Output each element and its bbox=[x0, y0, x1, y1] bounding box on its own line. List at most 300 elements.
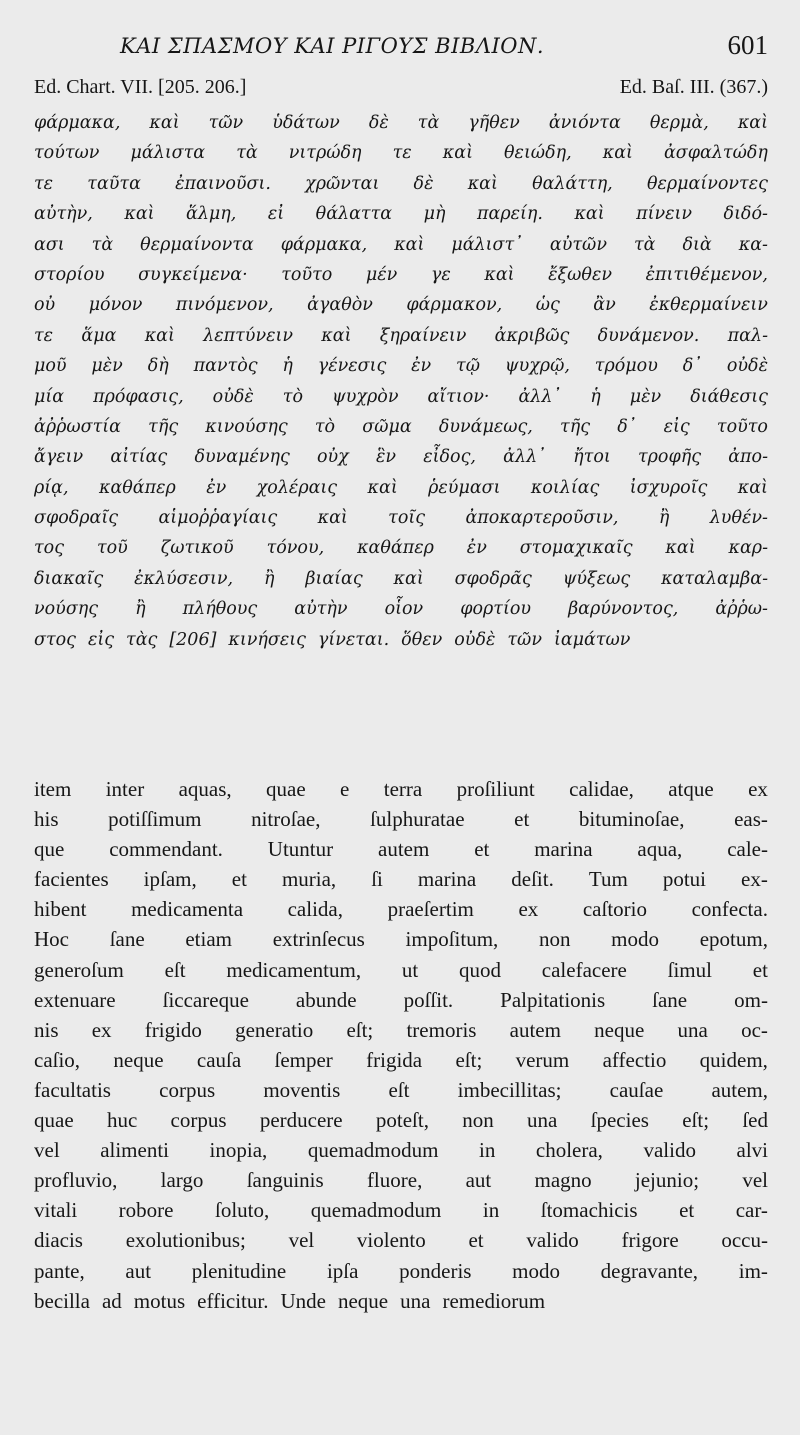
word: frigido bbox=[144, 1017, 202, 1042]
word: δὲ bbox=[413, 173, 434, 194]
word: diacis bbox=[34, 1228, 83, 1253]
word: Tum bbox=[588, 867, 628, 892]
word: profluvio, bbox=[34, 1168, 118, 1193]
word: eſt; bbox=[682, 1108, 710, 1133]
word: τοῖς bbox=[388, 508, 426, 529]
word: autem bbox=[509, 1017, 561, 1042]
word: ipſa bbox=[326, 1258, 359, 1283]
word: δ᾽ bbox=[682, 356, 703, 377]
word: βαρύνοντος, bbox=[568, 599, 679, 620]
word: inopia, bbox=[209, 1138, 268, 1163]
word: caſio, bbox=[34, 1047, 81, 1072]
word: impoſitum, bbox=[405, 927, 499, 952]
word: καὶ bbox=[737, 113, 768, 133]
word: corpus bbox=[170, 1108, 227, 1133]
word: καὶ bbox=[484, 264, 515, 285]
word: vel bbox=[34, 1138, 60, 1163]
latin-line bbox=[34, 985, 768, 1015]
word: neque bbox=[594, 1017, 645, 1042]
word: ὑδάτων bbox=[272, 113, 340, 133]
word: μάλιστ᾽ bbox=[451, 234, 523, 255]
word: δυνάμεως, bbox=[438, 416, 533, 437]
word: οὐδὲ bbox=[726, 356, 768, 377]
word: ὡς bbox=[535, 295, 560, 316]
latin-line bbox=[34, 804, 768, 834]
word: τὰ bbox=[236, 143, 258, 164]
word: quidem, bbox=[699, 1047, 768, 1072]
word: διακαῖς bbox=[34, 568, 104, 589]
word: autem bbox=[378, 837, 430, 862]
word: ex bbox=[91, 1017, 112, 1042]
word: ἀπο- bbox=[728, 447, 768, 468]
word: una bbox=[527, 1108, 558, 1133]
word: σφοδρᾶς bbox=[454, 568, 532, 589]
word: γένεσις bbox=[317, 356, 387, 377]
word: οὐχ bbox=[317, 447, 349, 468]
word: perducere bbox=[259, 1108, 343, 1133]
latin-line bbox=[34, 864, 768, 894]
word: τῷ bbox=[456, 356, 480, 377]
word: ſane bbox=[109, 927, 145, 952]
greek-text-block bbox=[34, 108, 768, 655]
word: e bbox=[340, 777, 350, 801]
word: ἀγαθὸν bbox=[307, 295, 373, 316]
greek-line bbox=[34, 321, 768, 351]
word: et bbox=[752, 957, 768, 982]
word: στορίου bbox=[34, 264, 105, 285]
word: τῶν bbox=[208, 113, 244, 133]
word: quae bbox=[266, 777, 306, 801]
word: epotum, bbox=[699, 927, 768, 952]
word: Utuntur bbox=[267, 837, 334, 862]
word: θερμαίνοντες bbox=[646, 173, 768, 194]
word: his bbox=[34, 807, 59, 832]
edition-references bbox=[34, 76, 768, 104]
word: γῆθεν bbox=[468, 113, 520, 133]
word: τόνου, bbox=[266, 538, 325, 559]
greek-line bbox=[34, 290, 768, 320]
greek-line bbox=[34, 138, 768, 168]
word: γε bbox=[430, 264, 451, 285]
word: confecta. bbox=[691, 897, 768, 922]
word: pante, bbox=[34, 1258, 85, 1283]
word: bituminoſae, bbox=[578, 807, 685, 832]
latin-line bbox=[34, 1015, 768, 1045]
word: Hoc bbox=[34, 927, 69, 952]
word: βιαίας bbox=[305, 568, 363, 589]
word: modo bbox=[611, 927, 660, 952]
word: οὐ bbox=[34, 295, 56, 316]
word: ſpecies bbox=[590, 1108, 649, 1133]
word: ψύξεως bbox=[562, 568, 631, 589]
word: ἡ bbox=[282, 356, 293, 377]
latin-line bbox=[34, 1075, 768, 1105]
word: in bbox=[482, 1198, 500, 1223]
latin-line bbox=[34, 1256, 768, 1286]
greek-line bbox=[34, 503, 768, 533]
word: eas- bbox=[734, 807, 768, 832]
greek-line bbox=[34, 533, 768, 563]
word: μοῦ bbox=[34, 356, 67, 377]
word: plenitudine bbox=[191, 1258, 287, 1283]
word: νούσης bbox=[34, 599, 99, 620]
word: αἰτίας bbox=[110, 447, 168, 468]
word: αὐτὴν bbox=[294, 599, 348, 620]
word: οἷον bbox=[384, 599, 424, 620]
word: δυναμένης bbox=[194, 447, 290, 468]
word: potiſſimum bbox=[108, 807, 202, 832]
word: neque bbox=[113, 1047, 164, 1072]
word: et bbox=[514, 807, 530, 832]
word: ſi bbox=[371, 867, 383, 892]
word: atque bbox=[668, 777, 714, 801]
word: τοῦτο bbox=[716, 416, 768, 437]
word: quae bbox=[34, 1108, 74, 1133]
word: αἴτιον· bbox=[427, 386, 490, 407]
word: proſiliunt bbox=[456, 777, 535, 801]
word: παντὸς bbox=[193, 356, 258, 377]
word: cale- bbox=[727, 837, 768, 862]
word: καὶ bbox=[367, 477, 398, 498]
word: cauſae bbox=[609, 1077, 664, 1102]
latin-line bbox=[34, 924, 768, 954]
word: violento bbox=[356, 1228, 426, 1253]
word: καὶ bbox=[144, 325, 175, 346]
word: ψυχρὸν bbox=[332, 386, 399, 407]
greek-line bbox=[34, 382, 768, 412]
word: παλ- bbox=[727, 325, 768, 346]
word: πίνειν bbox=[636, 204, 693, 225]
word: ipſam, bbox=[143, 867, 197, 892]
word: καθάπερ bbox=[98, 477, 176, 498]
word: frigore bbox=[621, 1228, 679, 1253]
word: exolutionibus; bbox=[125, 1228, 246, 1253]
word: ἐν bbox=[411, 356, 432, 377]
word: μὲν bbox=[91, 356, 123, 377]
word: τὰς bbox=[126, 629, 158, 650]
latin-line bbox=[34, 1165, 768, 1195]
latin-line bbox=[34, 894, 768, 924]
word: et bbox=[679, 1198, 695, 1223]
word: Unde bbox=[280, 1288, 326, 1313]
word: μέν bbox=[365, 264, 398, 285]
word: imbecillitas; bbox=[457, 1077, 562, 1102]
word: cauſa bbox=[196, 1047, 242, 1072]
greek-line bbox=[34, 199, 768, 229]
word: item bbox=[34, 777, 72, 801]
word: extrinſecus bbox=[272, 927, 365, 952]
word: et bbox=[231, 867, 247, 892]
latin-line bbox=[34, 1105, 768, 1135]
greek-line bbox=[34, 412, 768, 442]
word: εἰς bbox=[87, 629, 115, 650]
word: ἀκριβῶς bbox=[494, 325, 570, 346]
word: occu- bbox=[721, 1228, 768, 1253]
word: terra bbox=[383, 777, 423, 801]
word: αὐτῶν bbox=[549, 234, 607, 255]
word: συγκείμενα· bbox=[138, 264, 248, 285]
word: θερμὰ, bbox=[649, 113, 709, 133]
word: vel bbox=[288, 1228, 315, 1253]
word: τρόμου bbox=[594, 356, 658, 377]
word: neque bbox=[337, 1288, 389, 1313]
word: αὐτὴν, bbox=[34, 204, 93, 225]
word: marina bbox=[417, 867, 477, 892]
word: ἰαμάτων bbox=[553, 629, 631, 650]
page-number: 601 bbox=[727, 30, 768, 60]
word: γίνεται. bbox=[317, 629, 390, 650]
word: λεπτύνειν bbox=[203, 325, 293, 346]
word: πινόμενον, bbox=[175, 295, 274, 316]
word: κινήσεις bbox=[228, 629, 306, 650]
word: moventis bbox=[263, 1077, 341, 1102]
word: ἀποκαρτεροῦσιν, bbox=[465, 508, 619, 529]
word: διὰ bbox=[682, 234, 712, 255]
latin-line bbox=[34, 1286, 768, 1316]
word: μία bbox=[34, 386, 65, 407]
latin-line bbox=[34, 1045, 768, 1075]
word: ſane bbox=[652, 987, 688, 1012]
word: μόνον bbox=[88, 295, 143, 316]
word: εἰς bbox=[663, 416, 690, 437]
latin-line bbox=[34, 1135, 768, 1165]
word: ſed bbox=[742, 1108, 768, 1133]
word: inter bbox=[105, 777, 145, 801]
word: muria, bbox=[281, 867, 337, 892]
word: ἡ bbox=[590, 386, 601, 407]
word: παρείη. bbox=[477, 204, 543, 225]
word: τῆς bbox=[148, 416, 179, 437]
word: quemadmodum bbox=[310, 1198, 442, 1223]
word: eſt bbox=[164, 957, 186, 982]
word: ἢ bbox=[263, 568, 275, 589]
edition-basel-reference: Ed. Baſ. III. (367.) bbox=[619, 76, 768, 98]
word: calefacere bbox=[541, 957, 627, 982]
word: quemadmodum bbox=[307, 1138, 439, 1163]
word: potui bbox=[662, 867, 707, 892]
word: Palpitationis bbox=[500, 987, 606, 1012]
word: aut bbox=[465, 1168, 492, 1193]
word: ἐν bbox=[466, 538, 487, 559]
word: non bbox=[538, 927, 571, 952]
word: χολέραις bbox=[256, 477, 338, 498]
word: autem, bbox=[711, 1077, 768, 1102]
word: τὸ bbox=[314, 416, 336, 437]
word: κινούσης bbox=[205, 416, 288, 437]
word: una bbox=[400, 1288, 431, 1313]
word: calidae, bbox=[569, 777, 634, 801]
word: σῶμα bbox=[362, 416, 412, 437]
word: calida, bbox=[287, 897, 343, 922]
greek-line bbox=[34, 442, 768, 472]
word: tremoris bbox=[406, 1017, 477, 1042]
word: valido bbox=[643, 1138, 696, 1163]
word: non bbox=[462, 1108, 494, 1133]
word: διάθεσις bbox=[690, 386, 768, 407]
word: ſemper bbox=[274, 1047, 333, 1072]
word: ἀλλ᾽ bbox=[503, 447, 546, 468]
word: ſiccareque bbox=[162, 987, 249, 1012]
word: ξηραίνειν bbox=[379, 325, 467, 346]
word: fluore, bbox=[366, 1168, 423, 1193]
word: ſanguinis bbox=[246, 1168, 324, 1193]
word: ἀῤῥωστία bbox=[34, 416, 121, 437]
word: ζωτικοῦ bbox=[160, 538, 234, 559]
word: medicamenta bbox=[131, 897, 244, 922]
word: efficitur. bbox=[197, 1288, 269, 1313]
word: τῶν bbox=[507, 629, 542, 650]
word: affectio bbox=[602, 1047, 667, 1072]
word: καὶ bbox=[321, 325, 352, 346]
word: χρῶνται bbox=[305, 173, 380, 194]
word: καὶ bbox=[124, 204, 155, 225]
word: vitali bbox=[34, 1198, 78, 1223]
word: τε bbox=[34, 325, 54, 346]
word: marina bbox=[534, 837, 593, 862]
word: modo bbox=[512, 1258, 560, 1283]
greek-line bbox=[34, 169, 768, 199]
word: medicamentum, bbox=[226, 957, 362, 982]
word: ex- bbox=[741, 867, 768, 892]
word: στομαχικαῖς bbox=[519, 538, 633, 559]
word: φάρμακον, bbox=[406, 295, 503, 316]
word: καὶ bbox=[442, 143, 473, 164]
word: frigida bbox=[366, 1047, 423, 1072]
word: τος bbox=[34, 538, 65, 559]
word: ῥεύμασι bbox=[428, 477, 501, 498]
word: ex bbox=[518, 897, 539, 922]
word: οὐδὲ bbox=[212, 386, 254, 407]
greek-line bbox=[34, 230, 768, 260]
latin-line bbox=[34, 774, 768, 804]
latin-text-block bbox=[34, 774, 768, 1316]
word: om- bbox=[734, 987, 768, 1012]
word: que bbox=[34, 837, 65, 862]
word: τροφῆς bbox=[637, 447, 701, 468]
word: quod bbox=[459, 957, 501, 982]
word: deſit. bbox=[511, 867, 554, 892]
word: οὐδὲ bbox=[454, 629, 496, 650]
word: becilla bbox=[34, 1288, 90, 1313]
word: degravante, bbox=[600, 1258, 699, 1283]
word: μὴ bbox=[423, 204, 446, 225]
word: τὸ bbox=[282, 386, 304, 407]
word: motus bbox=[133, 1288, 186, 1313]
word: ἔξωθεν bbox=[548, 264, 612, 285]
word: et bbox=[474, 837, 490, 862]
word: τοῦτο bbox=[281, 264, 333, 285]
word: λυθέν- bbox=[709, 508, 768, 529]
word: καταλαμβα- bbox=[661, 568, 768, 589]
word: ἤτοι bbox=[573, 447, 611, 468]
greek-line bbox=[34, 108, 768, 138]
word: ἂν bbox=[593, 295, 616, 316]
running-title: ΚΑΙ ΣΠΑΣΜΟΥ ΚΑΙ ΡΙΓΟΥΣ ΒΙΒΛΙΟΝ. bbox=[120, 34, 545, 58]
word: aqua, bbox=[637, 837, 683, 862]
word: una bbox=[677, 1017, 708, 1042]
word: καθάπερ bbox=[357, 538, 434, 559]
latin-line bbox=[34, 834, 768, 864]
word: poteſt, bbox=[375, 1108, 429, 1133]
word: ſtomachicis bbox=[540, 1198, 638, 1223]
word: facientes bbox=[34, 867, 109, 892]
word: δὲ bbox=[368, 113, 389, 133]
word: car- bbox=[735, 1198, 768, 1223]
word: ἢ bbox=[658, 508, 670, 529]
word: ὅθεν bbox=[401, 629, 443, 650]
word: δυνάμενον. bbox=[597, 325, 700, 346]
word: μὲν bbox=[629, 386, 662, 407]
word: ſimul bbox=[667, 957, 712, 982]
word: ἢ bbox=[135, 599, 146, 620]
word: magno bbox=[534, 1168, 592, 1193]
latin-line bbox=[34, 1225, 768, 1255]
word: im- bbox=[738, 1258, 768, 1283]
word: καὶ bbox=[393, 568, 424, 589]
word: alvi bbox=[736, 1138, 768, 1163]
word: ἅλμη, bbox=[186, 204, 237, 225]
word: corpus bbox=[159, 1077, 216, 1102]
word: δ᾽ bbox=[617, 416, 637, 437]
word: καὶ bbox=[149, 113, 180, 133]
word: ψυχρῷ, bbox=[504, 356, 570, 377]
word: ἄγειν bbox=[34, 447, 84, 468]
word: alimenti bbox=[100, 1138, 170, 1163]
word: καὶ bbox=[574, 204, 605, 225]
greek-line bbox=[34, 594, 768, 624]
word: ponderis bbox=[399, 1258, 472, 1283]
word: valido bbox=[526, 1228, 579, 1253]
word: ἐκθερμαίνειν bbox=[649, 295, 768, 316]
word: τε bbox=[392, 143, 412, 164]
word: ἰσχυροῖς bbox=[629, 477, 708, 498]
word: vel bbox=[742, 1168, 768, 1193]
word: abunde bbox=[295, 987, 357, 1012]
word: eſt; bbox=[346, 1017, 374, 1042]
word: praeſertim bbox=[387, 897, 474, 922]
word: caſtorio bbox=[582, 897, 647, 922]
word: aquas, bbox=[178, 777, 232, 801]
word: verum bbox=[515, 1047, 570, 1072]
word: θερμαίνοντα bbox=[140, 234, 254, 255]
word: εἰ bbox=[267, 204, 285, 225]
word: extenuare bbox=[34, 987, 116, 1012]
word: ἐν bbox=[206, 477, 227, 498]
word: robore bbox=[118, 1198, 174, 1223]
word: poſſit. bbox=[403, 987, 454, 1012]
word: aut bbox=[125, 1258, 152, 1283]
word: ἀλλ᾽ bbox=[518, 386, 562, 407]
word: eſt bbox=[388, 1077, 410, 1102]
word: τὰ bbox=[417, 113, 440, 133]
word: ſulphuratae bbox=[370, 807, 465, 832]
word: καὶ bbox=[467, 173, 498, 194]
word: κοιλίας bbox=[530, 477, 600, 498]
word: θαλάττη, bbox=[532, 173, 613, 194]
word: καὶ bbox=[317, 508, 348, 529]
edition-chartier-reference: Ed. Chart. VII. [205. 206.] bbox=[34, 76, 247, 98]
word: ταῦτα bbox=[87, 173, 141, 194]
word: αἱμοῤῥαγίαις bbox=[158, 508, 278, 529]
word: σφοδραῖς bbox=[34, 508, 119, 529]
word: τῆς bbox=[560, 416, 591, 437]
word: etiam bbox=[185, 927, 233, 952]
word: στος bbox=[34, 629, 76, 650]
running-head bbox=[0, 30, 800, 64]
word: θάλαττα bbox=[315, 204, 393, 225]
word: oc- bbox=[741, 1017, 768, 1042]
word: jejunio; bbox=[634, 1168, 700, 1193]
